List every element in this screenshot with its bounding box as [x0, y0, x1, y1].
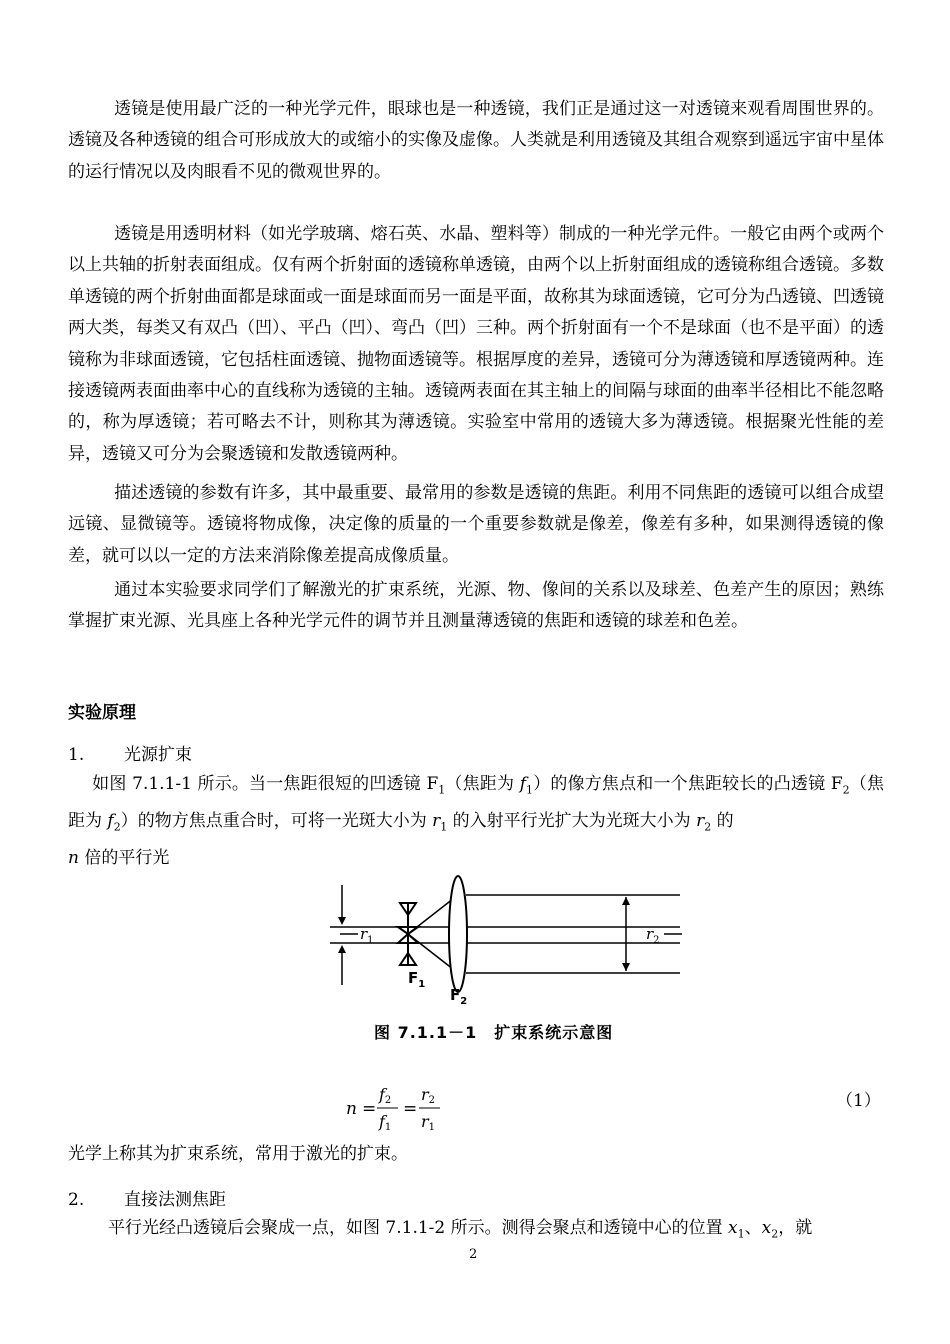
paragraph-lens-types	[68, 219, 884, 470]
r1-arrow-down	[338, 917, 346, 925]
subscript: 1	[526, 783, 534, 797]
formula-denominator-f1: f1	[379, 1112, 392, 1133]
formula-equals: =	[403, 1099, 418, 1119]
text-segment: ）的物方焦点重合时，可将一光斑大小为	[120, 810, 433, 831]
text-segment: （焦距为	[68, 774, 885, 831]
text-segment: ，就	[778, 1218, 813, 1238]
text-segment: 平行光经凸透镜后会聚成一点，如图 7.1.1-2 所示。测得会聚点和透镜中心的位置	[108, 1218, 729, 1238]
page-number: 2	[469, 1247, 478, 1262]
variable-f: f	[519, 774, 527, 794]
paragraph-after-formula	[68, 1139, 884, 1170]
variable-x: x	[761, 1218, 772, 1238]
paragraph-objectives-text: 通过本实验要求同学们了解激光的扩束系统，光源、物、像间的关系以及球差、色差产生的原因；熟练掌握扩束光源、光具座上各种光学元件的调节并且测量薄透镜的焦距和透镜的球差和色差。	[68, 580, 884, 632]
equation-number: （1）	[836, 1091, 881, 1111]
label-r1: $r_1$	[360, 925, 374, 946]
variable-n: n	[68, 847, 79, 868]
subscript: 2	[113, 820, 121, 834]
formula-lhs: n	[346, 1099, 357, 1119]
r2-arrow-down	[622, 963, 630, 971]
subscript: 2	[842, 783, 850, 797]
convex-lens	[449, 876, 467, 992]
formula-expansion-ratio	[346, 1080, 466, 1140]
variable-x: x	[728, 1218, 738, 1238]
paragraph-beam-expansion	[68, 769, 884, 874]
text-segment: ）的像方焦点和一个焦距较长的凸透镜 F	[533, 774, 843, 794]
variable-f: f	[107, 810, 114, 831]
label-F1: $F_1$	[408, 969, 426, 990]
item-1-heading	[68, 740, 192, 765]
paragraph-direct-focal	[68, 1213, 884, 1250]
text-segment: 如图 7.1.1-1 所示。当一焦距很短的凹透镜 F	[92, 774, 439, 794]
item-1-title: 光源扩束	[124, 745, 192, 765]
item-2-number: 2.	[68, 1190, 85, 1210]
paragraph-intro-text: 透镜是使用最广泛的一种光学元件，眼球也是一种透镜，我们正是通过这一对透镜来观看周围世界的。透镜及各种透镜的组合可形成放大的或缩小的实像及虚像。人类就是利用透镜及其组合观察到遥远宇宙中星体的运行情况以及肉眼看不见的微观世界的。	[68, 99, 884, 182]
paragraph-parameters	[68, 478, 884, 572]
r1-arrow-up	[338, 945, 346, 953]
subscript: 1	[440, 820, 448, 834]
subscript: 2	[704, 820, 712, 834]
text-segment: （焦距为	[445, 774, 520, 794]
paragraph-parameters-text: 描述透镜的参数有许多，其中最重要、最常用的参数是透镜的焦距。利用不同焦距的透镜可以组合成望远镜、显微镜等。透镜将物成像，决定像的质量的一个重要参数就是像差，像差有多种，如果测得透镜的像差，就可以以一定的方法来消除像差提高成像质量。	[68, 483, 884, 566]
formula-numerator-f2: f2	[379, 1085, 392, 1106]
text-segment: 、	[744, 1218, 762, 1238]
paragraph-lens-types-text: 透镜是用透明材料（如光学玻璃、熔石英、水晶、塑料等）制成的一种光学元件。一般它由两个或两个以上共轴的折射表面组成。仅有两个折射面的透镜称单透镜，由两个以上折射面组成的透镜称组合透镜。多数单透镜的两个折射曲面都是球面或一面是球面而另一面是平面，故称其为球面透镜，它可分为凸透镜、凹透镜两大类，每类又有双凸（凹）、平凸（凹）、弯凸（凹）三种。两个折射面有一个不是球面（也不是平面）的透镜称为非球面透镜，它包括柱面透镜、抛物面透镜等。根据厚度的差异，透镜可分为薄透镜和厚透镜两种。连接透镜两表面曲率中心的直线称为透镜的主轴。透镜两表面在其主轴上的间隔与球面的曲率半径相比不能忽略的，称为厚透镜；若可略去不计，则称其为薄透镜。实验室中常用的透镜大多为薄透镜。根据聚光性能的差异，透镜又可分为会聚透镜和发散透镜两种。	[68, 224, 884, 464]
text-segment: 的	[711, 810, 734, 831]
paragraph-intro	[68, 94, 884, 188]
section-title: 实验原理	[68, 703, 136, 723]
text-segment: 倍的平行光	[78, 847, 170, 868]
formula-equals: =	[362, 1099, 377, 1119]
after-formula-text: 光学上称其为扩束系统，常用于激光的扩束。	[68, 1144, 408, 1164]
paragraph-objectives	[68, 575, 884, 638]
variable-r: r	[432, 810, 441, 831]
label-r2: $r_2$	[646, 925, 660, 946]
formula-denominator-r1: r1	[421, 1112, 436, 1133]
subscript: 2	[771, 1227, 779, 1241]
label-F2: $F_2$	[450, 986, 468, 1007]
item-2-heading	[68, 1185, 226, 1210]
variable-r: r	[696, 810, 705, 831]
item-1-number: 1.	[68, 745, 85, 765]
text-segment: 的入射平行光扩大为光斑大小为	[447, 810, 697, 831]
formula-numerator-r2: r2	[421, 1085, 436, 1106]
subscript: 1	[737, 1227, 745, 1241]
subscript: 1	[438, 783, 446, 797]
r2-arrow-up	[622, 897, 630, 905]
item-2-title: 直接法测焦距	[124, 1190, 226, 1210]
figure-caption: 图 7.1.1－1 扩束系统示意图	[374, 1023, 614, 1042]
